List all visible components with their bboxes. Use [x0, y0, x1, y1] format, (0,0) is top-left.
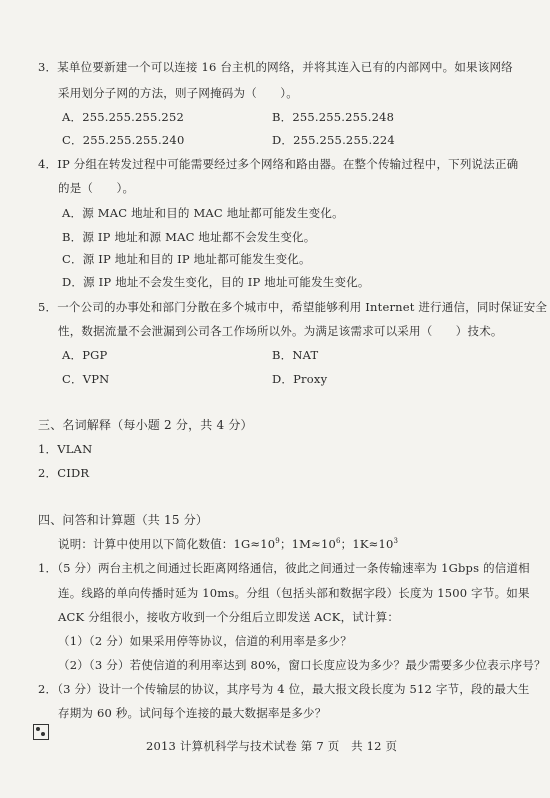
q3-option-a: A．255.255.255.252	[62, 110, 184, 124]
q4-option-b: B．源 IP 地址和源 MAC 地址都不会发生变化。	[62, 230, 316, 244]
page-footer: 2013 计算机科学与技术试卷 第 7 页 共 12 页	[146, 739, 398, 753]
q3-option-c: C．255.255.255.240	[62, 133, 185, 147]
problem-1-sub1: （1）（2 分）如果采用停等协议，信道的利用率是多少？	[58, 634, 352, 648]
problem-1-line2: 连。线路的单向传播时延为 10ms。分组（包括头部和数据字段）长度为 1500 字节。如果	[58, 586, 530, 600]
problem-1-sub2: （2）（3 分）若使信道的利用率达到 80%，窗口长度应设为多少？最少需要多少位表示序号？	[58, 658, 546, 672]
q3-option-d: D．255.255.255.224	[272, 133, 395, 147]
q5-option-d: D．Proxy	[272, 372, 328, 386]
q3-line2: 采用划分子网的方法，则子网掩码为（ ）。	[58, 86, 298, 100]
q4-option-c: C．源 IP 地址和目的 IP 地址都可能发生变化。	[62, 252, 311, 266]
problem-2-line1: 2．（3 分）设计一个传输层的协议，其序号为 4 位，最大报文段长度为 512 字节，段的最大生	[38, 682, 530, 696]
section-3-item-2: 2．CIDR	[38, 466, 90, 480]
q4-line2: 的是（ ）。	[58, 181, 135, 195]
q4-line1: 4．IP 分组在转发过程中可能需要经过多个网络和路由器。在整个传输过程中，下列说法正确	[38, 157, 519, 171]
q5-option-c: C．VPN	[62, 372, 110, 386]
section-4-title: 四、问答和计算题（共 15 分）	[38, 513, 209, 527]
problem-2-line2: 存期为 60 秒。试问每个连接的最大数据率是多少？	[58, 706, 327, 720]
section-3-item-1: 1．VLAN	[38, 442, 93, 456]
dice-logo-icon	[33, 724, 49, 740]
q4-option-d: D．源 IP 地址不会发生变化，目的 IP 地址可能发生变化。	[62, 275, 370, 289]
section-3-title: 三、名词解释（每小题 2 分，共 4 分）	[38, 418, 253, 432]
q5-line1: 5．一个公司的办事处和部门分散在多个城市中，希望能够利用 Internet 进行通信，同时保证安全	[38, 300, 548, 314]
section-4-note: 说明：计算中使用以下简化数值：$1G\approx 10^9$；$1M\approx 10^6$；$1K\approx 10^3$	[58, 537, 399, 551]
q4-option-a: A．源 MAC 地址和目的 MAC 地址都可能发生变化。	[62, 206, 344, 220]
problem-1-line3: ACK 分组很小，接收方收到一个分组后立即发送 ACK，试计算：	[58, 610, 400, 624]
q3-option-b: B．255.255.255.248	[272, 110, 395, 124]
q5-line2: 性，数据流量不会泄漏到公司各工作场所以外。为满足该需求可以采用（ ）技术。	[58, 324, 503, 338]
problem-1-line1: 1．（5 分）两台主机之间通过长距离网络通信，彼此之间通过一条传输速率为 1Gbps 的信道相	[38, 561, 530, 575]
q5-option-a: A．PGP	[62, 348, 108, 362]
q5-option-b: B．NAT	[272, 348, 319, 362]
q3-line1: 3．某单位要新建一个可以连接 16 台主机的网络，并将其连入已有的内部网中。如果该网络	[38, 60, 513, 74]
